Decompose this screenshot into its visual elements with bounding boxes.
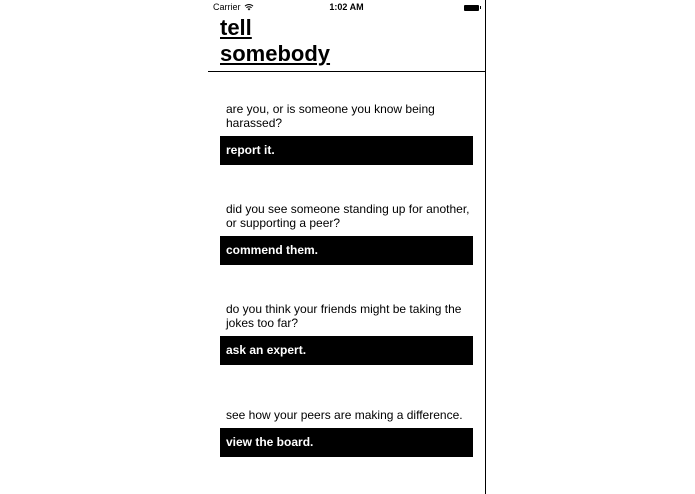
report-it-button[interactable]: report it. xyxy=(220,136,473,165)
report-prompt: are you, or is someone you know being harassed? xyxy=(226,102,435,130)
carrier-label: Carrier xyxy=(213,2,241,12)
header-divider xyxy=(208,71,485,72)
status-bar xyxy=(208,0,485,14)
status-time: 1:02 AM xyxy=(329,2,364,12)
commend-them-button[interactable]: commend them. xyxy=(220,236,473,265)
board-prompt: see how your peers are making a difference. xyxy=(226,408,463,422)
expert-prompt: do you think your friends might be taking the jokes too far? xyxy=(226,302,462,330)
phone-screen xyxy=(208,0,486,494)
app-title xyxy=(220,15,330,67)
battery-icon xyxy=(464,4,481,11)
view-the-board-button[interactable]: view the board. xyxy=(220,428,473,457)
commend-prompt: did you see someone standing up for another, or supporting a peer? xyxy=(226,202,470,230)
app-title-line-1: tell xyxy=(220,15,252,40)
app-title-line-2: somebody xyxy=(220,41,331,66)
ask-an-expert-button[interactable]: ask an expert. xyxy=(220,336,473,365)
